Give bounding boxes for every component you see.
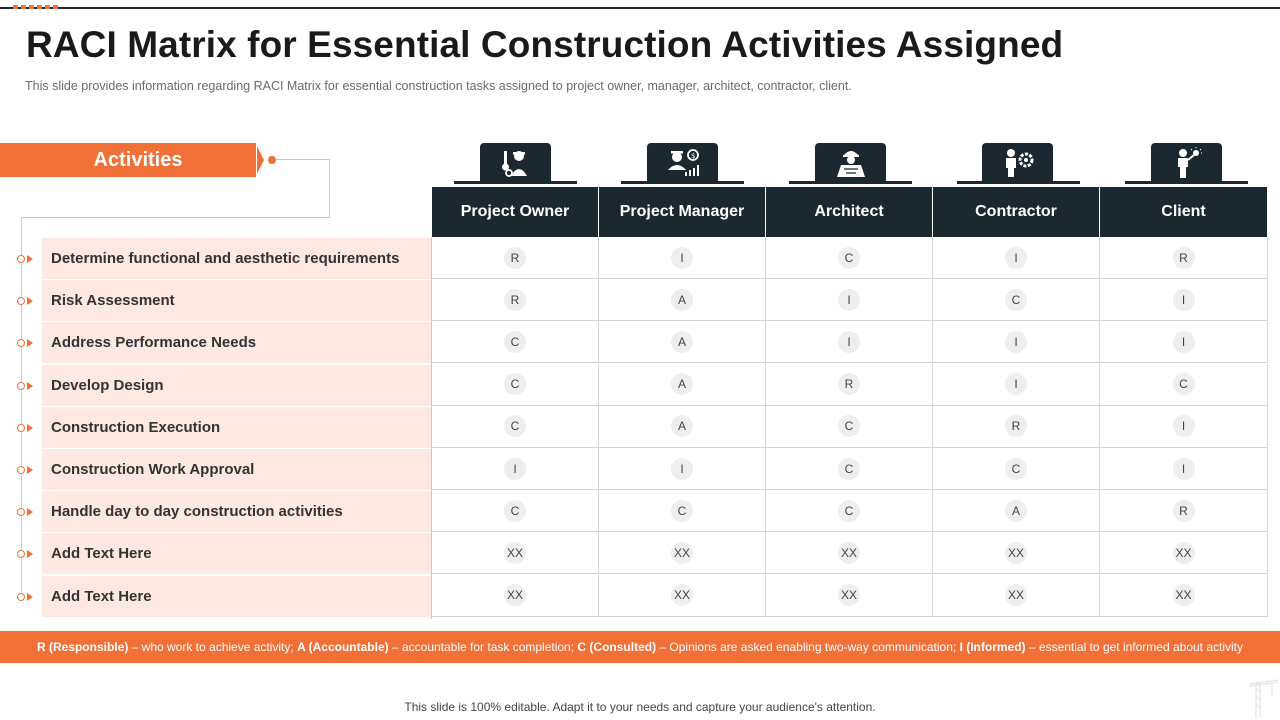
- matrix-cell: [1100, 279, 1268, 321]
- top-rule: [0, 7, 1280, 9]
- matrix-cell: [933, 237, 1100, 279]
- matrix-cell: [1100, 364, 1268, 406]
- column-header-project-owner: Project Owner: [432, 187, 599, 237]
- architect-blueprint-icon: [815, 143, 886, 182]
- row-bullet-icon: [17, 338, 35, 348]
- raci-badge: A: [671, 289, 693, 311]
- raci-badge: R: [838, 373, 860, 395]
- activities-label: Activities: [93, 148, 183, 171]
- svg-text:$: $: [690, 151, 695, 160]
- raci-badge: A: [1005, 500, 1027, 522]
- matrix-cell: [933, 532, 1100, 574]
- raci-badge: I: [1005, 247, 1027, 269]
- raci-badge: XX: [838, 584, 860, 606]
- activities-banner: [0, 143, 256, 177]
- matrix-cell: [1100, 532, 1268, 574]
- raci-badge: XX: [504, 584, 526, 606]
- row-bullet-icon: [17, 592, 35, 602]
- raci-badge: A: [671, 331, 693, 353]
- tab-underline: [621, 181, 744, 184]
- raci-badge: XX: [1173, 584, 1195, 606]
- raci-badge: A: [671, 373, 693, 395]
- connector-line: [21, 217, 330, 218]
- legend-c-text: – Opinions are asked enabling two-way communication;: [656, 640, 960, 654]
- matrix-cell: [599, 575, 766, 617]
- raci-badge: R: [1173, 500, 1195, 522]
- matrix-cell: [599, 321, 766, 363]
- column-header-architect: Architect: [766, 187, 933, 237]
- activity-row: Add Text Here: [42, 533, 431, 574]
- raci-badge: XX: [671, 542, 693, 564]
- raci-badge: XX: [838, 542, 860, 564]
- raci-badge: I: [1173, 458, 1195, 480]
- raci-badge: R: [1173, 247, 1195, 269]
- matrix-cell: [766, 321, 933, 363]
- banner-arrow-icon: [257, 146, 264, 174]
- raci-badge: C: [504, 415, 526, 437]
- raci-badge: R: [1005, 415, 1027, 437]
- matrix-cell: [432, 448, 599, 490]
- raci-badge: XX: [504, 542, 526, 564]
- legend-i-key: I (Informed): [959, 640, 1026, 654]
- legend-a-text: – accountable for task completion;: [388, 640, 578, 654]
- raci-badge: R: [504, 289, 526, 311]
- matrix-cell: [1100, 490, 1268, 532]
- matrix-cell: [432, 406, 599, 448]
- matrix-cell: [1100, 237, 1268, 279]
- matrix-cell: [599, 490, 766, 532]
- matrix-cell: [599, 532, 766, 574]
- raci-badge: XX: [1173, 542, 1195, 564]
- tab-underline: [454, 181, 577, 184]
- tab-underline: [1125, 181, 1248, 184]
- matrix-cell: [599, 237, 766, 279]
- matrix-cell: [432, 575, 599, 617]
- legend-r-key: R (Responsible): [36, 640, 129, 654]
- footer-note: This slide is 100% editable. Adapt it to your needs and capture your audience's attention.: [404, 700, 876, 714]
- matrix-cell: [1100, 406, 1268, 448]
- raci-badge: C: [1173, 373, 1195, 395]
- raci-badge: I: [671, 247, 693, 269]
- matrix-cell: [766, 279, 933, 321]
- raci-badge: I: [838, 289, 860, 311]
- legend-bar: [0, 631, 1280, 663]
- matrix-cell: [432, 321, 599, 363]
- connector-line: [21, 217, 22, 598]
- person-idea-icon: [1151, 143, 1222, 182]
- matrix-cell: [933, 406, 1100, 448]
- matrix-cell: [432, 237, 599, 279]
- legend-i-text: – essential to get informed about activity: [1025, 640, 1244, 654]
- row-bullet-icon: [17, 296, 35, 306]
- raci-badge: C: [504, 500, 526, 522]
- matrix-cell: [933, 575, 1100, 617]
- column-header-client: Client: [1100, 187, 1267, 237]
- raci-badge: A: [671, 415, 693, 437]
- engineer-wrench-icon: [480, 143, 551, 182]
- raci-badge: I: [504, 458, 526, 480]
- matrix-cell: [933, 490, 1100, 532]
- activity-row: Develop Design: [42, 365, 431, 406]
- matrix-cell: [432, 490, 599, 532]
- matrix-cell: [1100, 321, 1268, 363]
- matrix-cell: [933, 448, 1100, 490]
- raci-badge: I: [1173, 289, 1195, 311]
- matrix-cell: [766, 448, 933, 490]
- raci-badge: I: [1173, 331, 1195, 353]
- connector-line: [329, 159, 330, 217]
- matrix-cell: [432, 364, 599, 406]
- matrix-cell: [766, 490, 933, 532]
- raci-badge: XX: [671, 584, 693, 606]
- activity-row: Address Performance Needs: [42, 322, 431, 363]
- row-bullet-icon: [17, 254, 35, 264]
- matrix-cell: [933, 364, 1100, 406]
- matrix-cell: [766, 532, 933, 574]
- matrix-cell: [933, 279, 1100, 321]
- raci-badge: C: [838, 500, 860, 522]
- banner-dot-icon: [268, 156, 276, 164]
- raci-badge: R: [504, 247, 526, 269]
- raci-badge: C: [1005, 458, 1027, 480]
- tab-underline: [789, 181, 912, 184]
- raci-badge: I: [1005, 331, 1027, 353]
- top-accent-dashes: [13, 5, 61, 9]
- connector-line: [276, 159, 329, 160]
- activity-row: Construction Execution: [42, 407, 431, 448]
- raci-badge: I: [671, 458, 693, 480]
- matrix-cell: [432, 279, 599, 321]
- matrix-cell: [766, 237, 933, 279]
- matrix-cell: [599, 279, 766, 321]
- matrix-cell: [599, 448, 766, 490]
- tab-underline: [957, 181, 1080, 184]
- raci-badge: C: [1005, 289, 1027, 311]
- column-header-contractor: Contractor: [933, 187, 1100, 237]
- raci-grid: [431, 237, 1268, 619]
- matrix-cell: [599, 364, 766, 406]
- worker-gears-icon: [982, 143, 1053, 182]
- raci-badge: C: [504, 373, 526, 395]
- slide-title: RACI Matrix for Essential Construction Activities Assigned: [26, 24, 1064, 65]
- raci-badge: XX: [1005, 542, 1027, 564]
- crane-watermark-icon: [1248, 674, 1278, 718]
- matrix-cell: [432, 532, 599, 574]
- column-header-project-manager: Project Manager: [599, 187, 766, 237]
- matrix-cell: [1100, 448, 1268, 490]
- raci-badge: I: [1173, 415, 1195, 437]
- matrix-cell: [599, 406, 766, 448]
- row-bullet-icon: [17, 549, 35, 559]
- manager-money-chart-icon: [647, 143, 718, 182]
- row-bullet-icon: [17, 423, 35, 433]
- raci-badge: I: [838, 331, 860, 353]
- raci-badge: C: [671, 500, 693, 522]
- raci-badge: C: [504, 331, 526, 353]
- activity-row: Risk Assessment: [42, 280, 431, 321]
- activity-row: Construction Work Approval: [42, 449, 431, 490]
- raci-badge: C: [838, 415, 860, 437]
- matrix-cell: [766, 406, 933, 448]
- matrix-cell: [933, 321, 1100, 363]
- raci-badge: C: [838, 458, 860, 480]
- matrix-cell: [766, 575, 933, 617]
- matrix-cell: [1100, 575, 1268, 617]
- raci-badge: C: [838, 247, 860, 269]
- raci-badge: XX: [1005, 584, 1027, 606]
- legend-r-text: – who work to achieve activity;: [128, 640, 298, 654]
- raci-badge: I: [1005, 373, 1027, 395]
- row-bullet-icon: [17, 381, 35, 391]
- matrix-cell: [766, 364, 933, 406]
- row-bullet-icon: [17, 507, 35, 517]
- activity-row: Determine functional and aesthetic requirements: [42, 238, 431, 279]
- activity-row: Handle day to day construction activities: [42, 491, 431, 532]
- activity-row: Add Text Here: [42, 576, 431, 617]
- slide-subtitle: This slide provides information regarding RACI Matrix for essential construction tasks assigned to project owner, manager, architect, contractor, client.: [25, 79, 852, 93]
- legend-c-key: C (Consulted): [577, 640, 657, 654]
- legend-a-key: A (Accountable): [297, 640, 389, 654]
- row-bullet-icon: [17, 465, 35, 475]
